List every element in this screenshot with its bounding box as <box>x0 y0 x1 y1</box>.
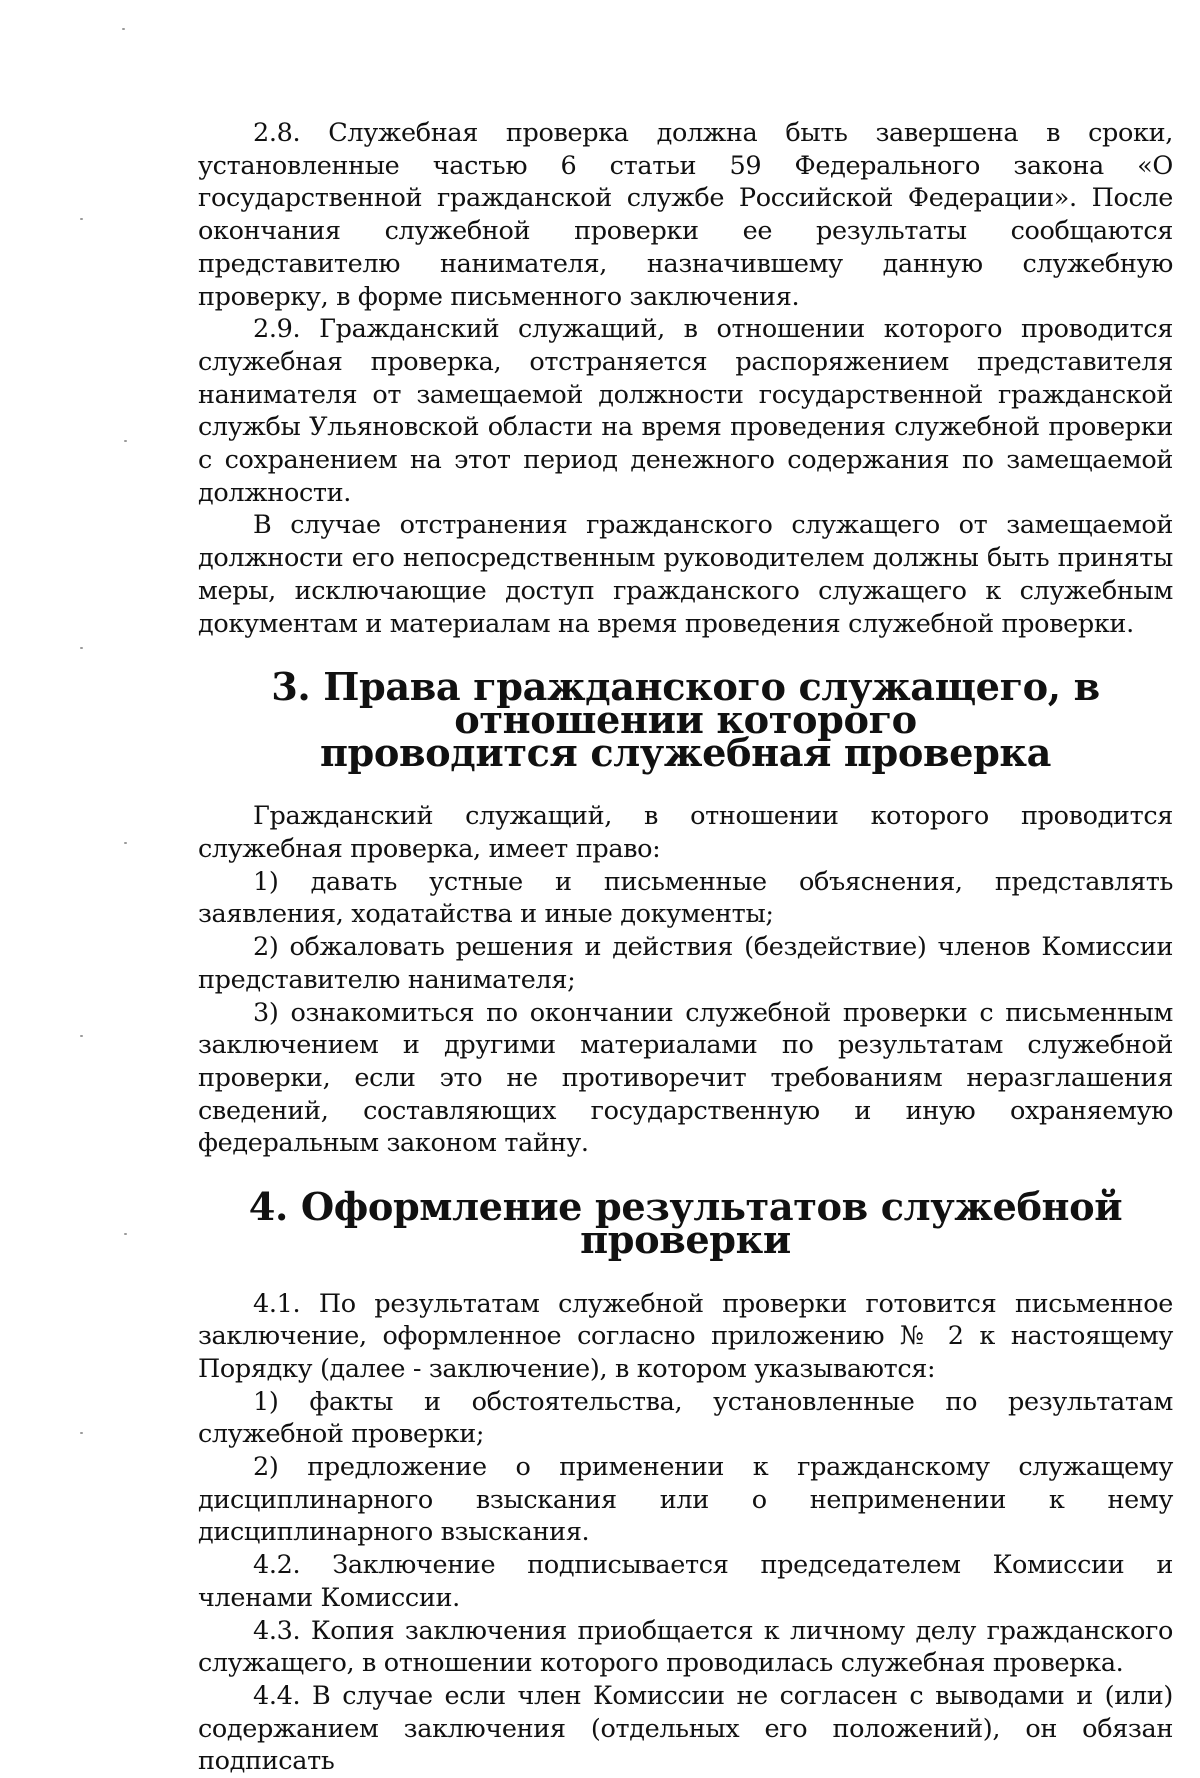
section-3-item-1: 1) давать устные и письменные объяснения, представлять заявления, ходатайства и иные документы; <box>198 866 1173 930</box>
section-3-heading <box>198 665 1173 776</box>
scan-speck <box>122 28 125 30</box>
paragraph-2-8: 2.8. Служебная проверка должна быть завершена в сроки, установленные частью 6 статьи 59 Федерального закона «О государственной гражданской службе Российской Федерации». После окончания служебной проверки ее результаты сообщаются представителю нанимателя, назначившему данную служебную проверку, в форме письменного заключения. <box>198 118 1173 312</box>
section-4-heading-line: 4. Оформление результатов служебной проверки <box>248 1185 1123 1263</box>
scan-speck <box>124 842 127 844</box>
scan-speck <box>124 1233 127 1235</box>
scan-speck <box>124 440 127 442</box>
document-page <box>198 117 1173 1778</box>
paragraph-4-2: 4.2. Заключение подписывается председателем Комиссии и членами Комиссии. <box>198 1550 1173 1613</box>
section-3-item-3: 3) ознакомиться по окончании служебной проверки с письменным заключением и другими материалами по результатам служебной проверки, если это не противоречит требованиям неразглашения сведений, составляющих государственную и иную охраняемую федеральным законом тайну. <box>198 997 1173 1159</box>
section-3-item-2: 2) обжаловать решения и действия (бездействие) членов Комиссии представителю нанимателя; <box>198 932 1173 995</box>
section-4-item-1: 1) факты и обстоятельства, установленные по результатам служебной проверки; <box>198 1386 1173 1450</box>
paragraph-2-9-suspension: В случае отстранения гражданского служащего от замещаемой должности его непосредственным руководителем должны быть приняты меры, исключающие доступ гражданского служащего к служебным документам и материалам на время проведения служебной проверки. <box>198 510 1173 639</box>
section-3-intro: Гражданский служащий, в отношении которого проводится служебная проверка, имеет право: <box>198 801 1173 865</box>
scan-speck <box>80 1432 83 1434</box>
scan-speck <box>80 647 83 649</box>
section-4-heading <box>198 1185 1173 1263</box>
section-3-heading-line2: проводится служебная проверка <box>319 730 1052 776</box>
section-3-heading-line1: 3. Права гражданского служащего, в отношении которого <box>271 665 1100 743</box>
paragraph-4-3: 4.3. Копия заключения приобщается к личному делу гражданского служащего, в отношении которого проводилась служебная проверка. <box>198 1615 1173 1679</box>
scan-speck <box>80 1035 83 1037</box>
paragraph-4-1: 4.1. По результатам служебной проверки готовится письменное заключение, оформленное согласно приложению № 2 к настоящему Порядку (далее - заключение), в котором указываются: <box>198 1288 1173 1384</box>
paragraph-4-4: 4.4. В случае если член Комиссии не согласен с выводами и (или) содержанием заключения (отдельных его положений), он обязан подписать <box>198 1680 1173 1777</box>
scan-speck <box>80 218 83 220</box>
section-4-item-2: 2) предложение о применении к гражданскому служащему дисциплинарного взыскания или о неприменении к нему дисциплинарного взыскания. <box>198 1452 1173 1548</box>
paragraph-2-9: 2.9. Гражданский служащий, в отношении которого проводится служебная проверка, отстраняется распоряжением представителя нанимателя от замещаемой должности государственной гражданской службы Ульяновской области на время проведения служебной проверки с сохранением на этот период денежного содержания по замещаемой должности. <box>198 314 1173 508</box>
